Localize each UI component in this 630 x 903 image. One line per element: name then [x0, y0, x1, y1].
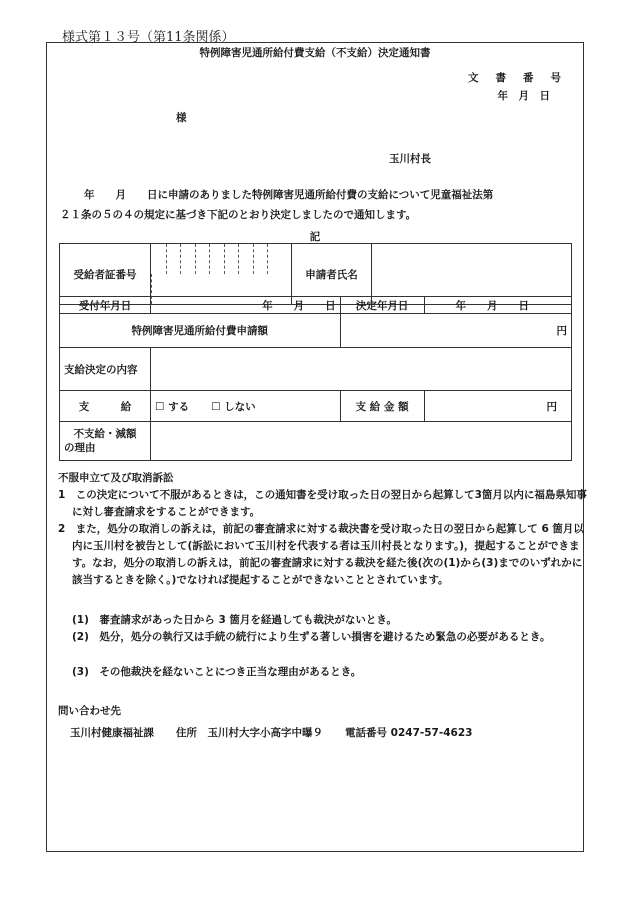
payment-amount-value[interactable]: 円 — [424, 391, 571, 422]
issue-date: 年 月 日 — [497, 90, 550, 102]
option-no-checkbox[interactable]: ☐ しない — [211, 400, 256, 413]
decision-date-label: 決定年月日 — [340, 297, 424, 314]
decision-table — [59, 296, 572, 461]
notes-sub-1: (1) 審査請求があった日から 3 箇月を経過しても裁決がないとき。 — [72, 614, 397, 626]
contact-address: 住所 玉川村大字小高字中曝９ — [176, 727, 323, 739]
payment-options — [151, 391, 341, 422]
ki-marker: 記 — [309, 231, 321, 243]
applicant-name-label: 申請者氏名 — [292, 244, 372, 305]
recipient-number-label: 受給者証番号 — [60, 244, 151, 305]
application-amount-value[interactable]: 円 — [340, 314, 571, 348]
option-yes-checkbox[interactable]: ☐ する — [155, 400, 190, 413]
document-number: 文書番号 — [468, 72, 578, 84]
contact-line — [70, 725, 494, 740]
issuer-name: 玉川村長 — [389, 153, 431, 165]
decision-content-label: 支給決定の内容 — [60, 348, 151, 391]
notes-item-2: 2 また，処分の取消しの訴えは，前記の審査請求に対する裁決書を受け取った日の翌日から起算して 6 箇月以内に玉川村を被告として(訴訟において玉川村を代表する者は玉川村長となります。)，提起することができます。なお，処分の取消しの訴えは，前記の審査請求に対する裁決を経た後(次の(1)から(3)までのいずれかに該当するときを除く。)でなければ提起することができないこととされています。 — [58, 523, 584, 586]
body-line-1: 年 月 日に申請のありました特例障害児通所給付費の支給について児童福祉法第 — [84, 189, 494, 201]
contact-phone: 電話番号 0247-57-4623 — [345, 727, 473, 739]
document-title: 特例障害児通所給付費支給（不支給）決定通知書 — [199, 47, 431, 59]
decision-date-value[interactable]: 年 月 日 — [424, 297, 571, 314]
payment-amount-label: 支 給 金 額 — [340, 391, 424, 422]
reason-label-line1: 不支給・減額 — [73, 428, 137, 440]
notes-sub-3: (3) その他裁決を経ないことにつき正当な理由があるとき。 — [72, 666, 362, 678]
receipt-date-value[interactable]: 年 月 日 — [151, 297, 341, 314]
contact-department: 玉川村健康福祉課 — [70, 727, 154, 739]
contact-heading: 問い合わせ先 — [58, 705, 121, 717]
recipient-honorific: 様 — [176, 112, 187, 124]
reason-value[interactable] — [151, 422, 572, 461]
notes-item-1: 1 この決定について不服があるときは，この通知書を受け取った日の翌日から起算して3箇月以内に福島県知事に対し審査請求をすることができます。 — [58, 489, 587, 518]
notes-sub-2: (2) 処分，処分の執行又は手続の続行により生ずる著しい損害を避けるため緊急の必要があるとき。 — [72, 631, 551, 643]
payment-label: 支 給 — [60, 391, 151, 422]
reason-label — [60, 422, 151, 461]
receipt-date-label: 受付年月日 — [60, 297, 151, 314]
decision-content-value[interactable] — [151, 348, 572, 391]
application-amount-label: 特例障害児通所給付費申請額 — [60, 314, 341, 348]
notes-heading: 不服申立て及び取消訴訟 — [58, 472, 174, 484]
reason-label-line2: の理由 — [64, 442, 96, 454]
form-number-label: 様式第１３号（第11条関係） — [62, 30, 235, 45]
body-line-2: ２１条の５の４の規定に基づき下記のとおり決定しましたので通知します。 — [60, 209, 417, 221]
